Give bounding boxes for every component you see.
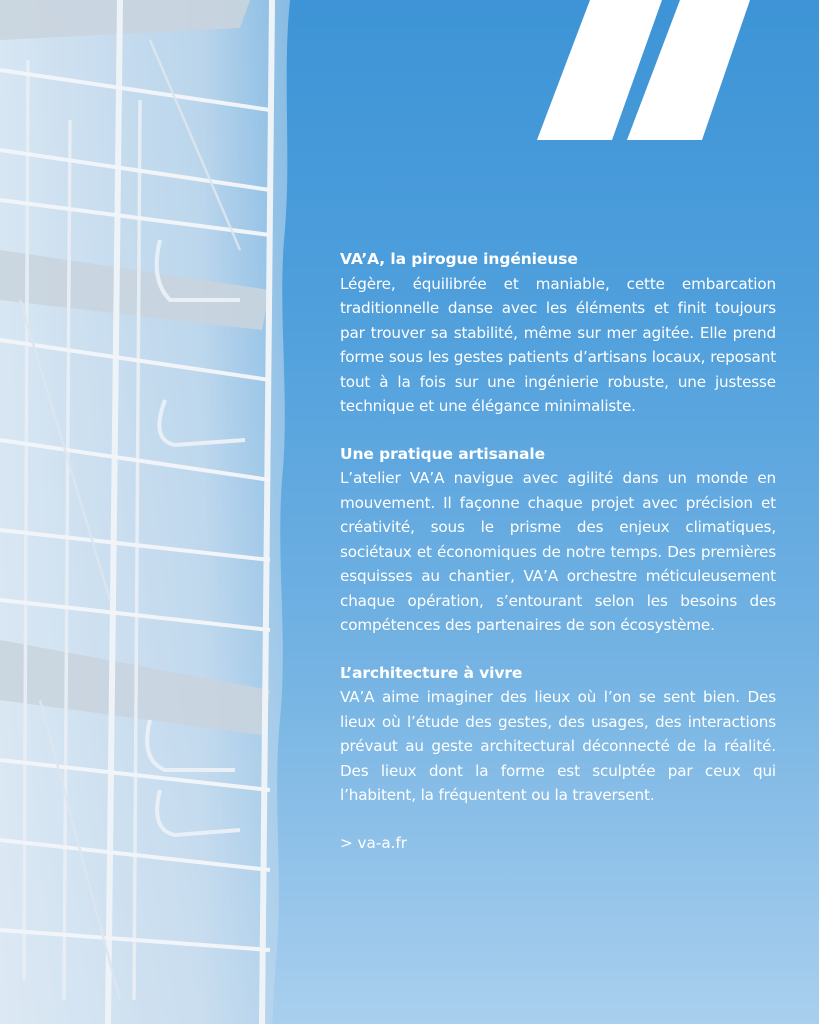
section-body: Légère, équilibrée et maniable, cette embarcation traditionnelle danse avec les éléments et finit toujours par trouver sa stabilité, même sur mer agitée. Elle prend forme sous les gestes patients d’artisans locaux, reposant tout à la fois sur une ingénierie robuste, une justesse technique et une élégance minimaliste. — [340, 274, 776, 415]
section-body: VA’A aime imaginer des lieux où l’on se sent bien. Des lieux où l’étude des gestes, des usages, des interactions prévaut au geste architectural déconnecté de la réalité. Des lieux dont la forme est sculptée par ceux qui l’habitent, la fréquentent ou la traversent. — [340, 688, 776, 804]
section-artisan-practice — [340, 442, 776, 638]
website-link[interactable]: > va-a.fr — [340, 833, 408, 852]
section-title: Une pratique artisanale — [340, 444, 546, 463]
section-title: VA’A, la pirogue ingénieuse — [340, 250, 578, 268]
scaffold-photo — [0, 0, 300, 1024]
section-architecture — [340, 661, 776, 808]
section-title: L’architecture à vivre — [340, 663, 523, 682]
text-column — [340, 247, 776, 855]
double-slash-icon — [530, 0, 760, 145]
section-pirogue — [340, 247, 776, 419]
section-body: L’atelier VA’A navigue avec agilité dans un monde en mouvement. Il façonne chaque projet avec précision et créativité, sous le prisme des enjeux climatiques, sociétaux et économiques de notre temps. Des premières esquisses au chantier, VA’A orchestre méticuleusement chaque opération, s’entourant selon les besoins des compétences des partenaires de son écosystème. — [340, 469, 776, 634]
